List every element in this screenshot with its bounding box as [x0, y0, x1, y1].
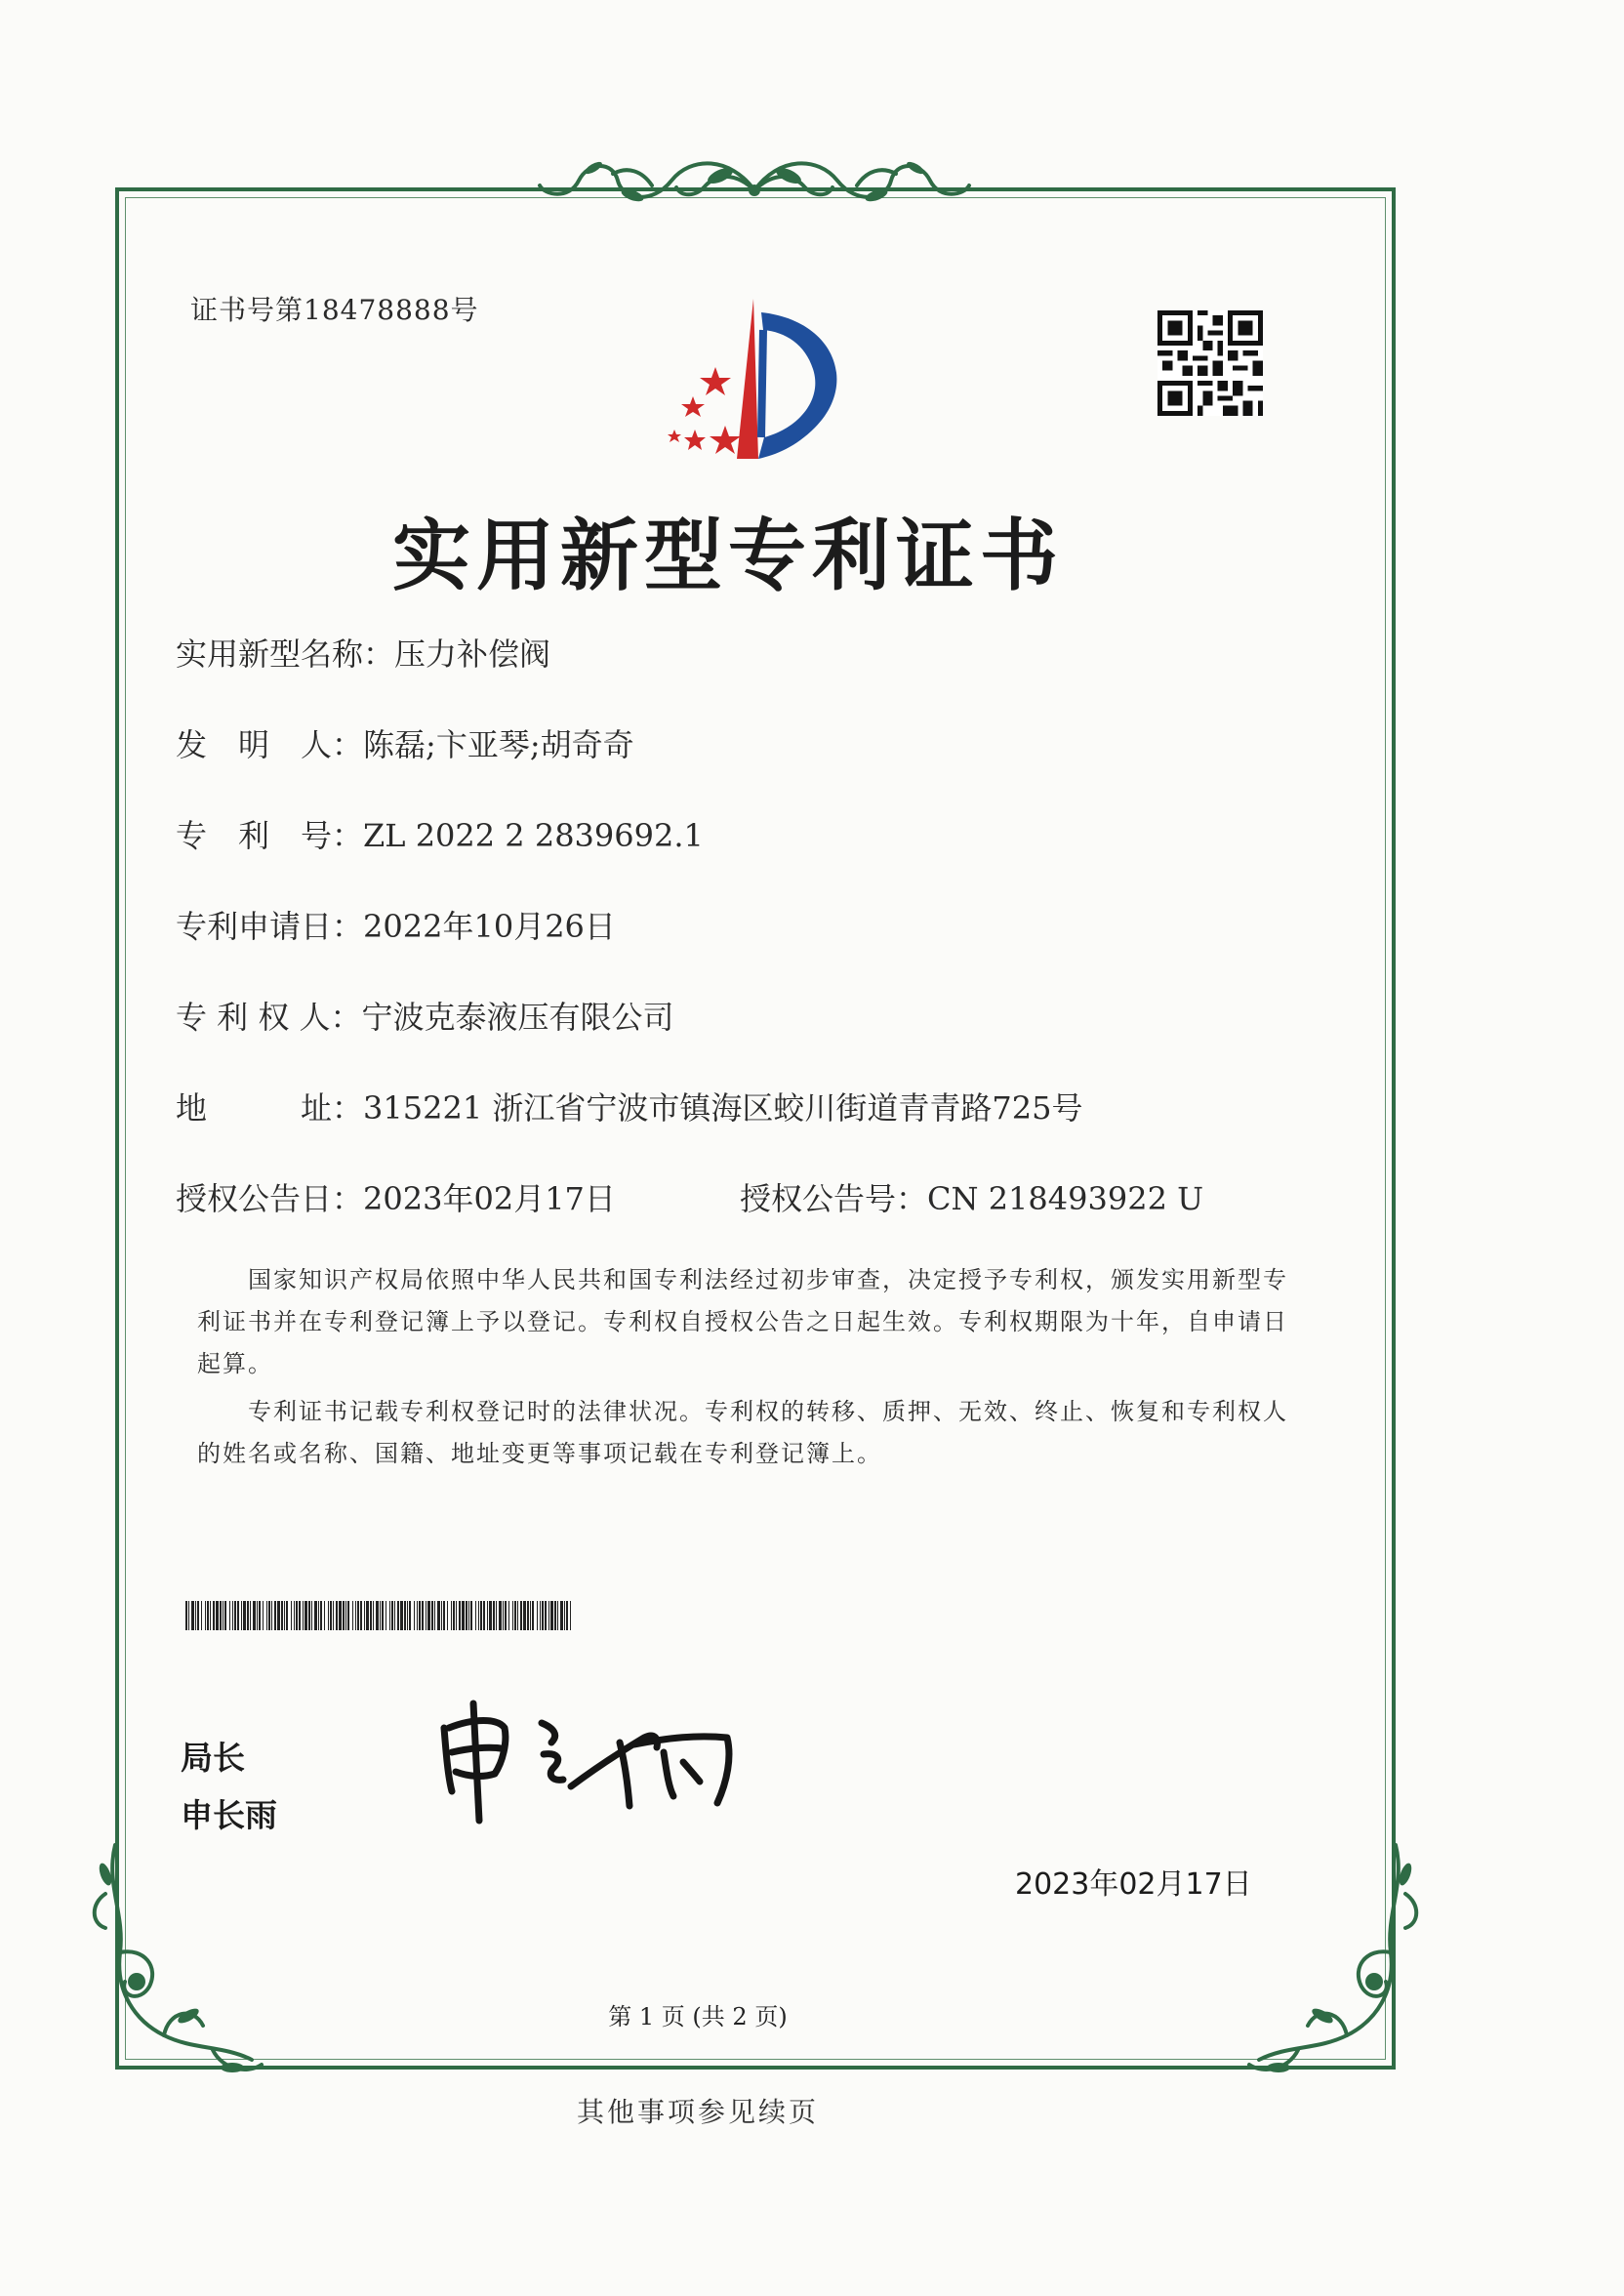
barcode-bar	[512, 1601, 513, 1630]
barcode-bar	[570, 1601, 571, 1630]
barcode-bar	[548, 1601, 549, 1630]
barcode-bar	[207, 1601, 209, 1630]
field-separator: ：	[332, 726, 364, 763]
barcode-bar	[360, 1601, 362, 1630]
barcode-bar	[286, 1601, 288, 1630]
barcode-bar	[268, 1601, 270, 1630]
barcode-bar	[201, 1601, 202, 1630]
barcode-bar	[345, 1601, 346, 1630]
barcode-bar	[364, 1601, 365, 1630]
barcode-bar	[514, 1601, 516, 1630]
barcode-bar	[496, 1601, 497, 1630]
barcode-bar	[296, 1601, 298, 1630]
barcode-bar	[210, 1601, 211, 1630]
barcode-bar	[459, 1601, 461, 1630]
barcode-bar	[232, 1601, 233, 1630]
field-separator: ：	[332, 1180, 364, 1217]
barcode-bar	[336, 1601, 338, 1630]
barcode-bar	[397, 1601, 399, 1630]
field-filing-date	[176, 902, 616, 947]
barcode-bar	[333, 1601, 334, 1630]
barcode-bar	[277, 1601, 280, 1630]
barcode-bar	[493, 1601, 495, 1630]
barcode-bar	[320, 1601, 322, 1630]
barcode-bar	[234, 1601, 236, 1630]
barcode-bar	[318, 1601, 319, 1630]
barcode-bar	[478, 1601, 479, 1630]
barcode-bar	[188, 1601, 189, 1630]
barcode-bar	[468, 1601, 469, 1630]
barcode-bar	[462, 1601, 465, 1630]
top-ornament	[535, 146, 974, 234]
barcode-bar	[394, 1601, 395, 1630]
barcode-bar	[347, 1601, 349, 1630]
certificate-title: 实用新型专利证书	[392, 511, 1064, 601]
field-value: 315221 浙江省宁波市镇海区蛟川街道青青路725号	[363, 1089, 1083, 1127]
director-signature	[434, 1684, 766, 1830]
barcode-bar	[250, 1601, 251, 1630]
barcode-bar	[466, 1601, 467, 1630]
barcode-bar	[527, 1601, 529, 1630]
barcode-bar	[437, 1601, 440, 1630]
barcode-bar	[303, 1601, 304, 1630]
field-label: 授权公告号	[740, 1180, 897, 1217]
barcode-bar	[545, 1601, 547, 1630]
barcode-bar	[266, 1601, 267, 1630]
barcode	[185, 1601, 576, 1630]
barcode-bar	[517, 1601, 518, 1630]
barcode-bar	[451, 1601, 452, 1630]
barcode-bar	[550, 1601, 553, 1630]
barcode-bar	[253, 1601, 256, 1630]
field-value: ZL 2022 2 2839692.1	[363, 817, 704, 854]
barcode-bar	[508, 1601, 509, 1630]
barcode-bar	[456, 1601, 457, 1630]
field-value: CN 218493922 U	[927, 1180, 1204, 1217]
field-value: 压力补偿阀	[394, 636, 551, 673]
field-announcement-date	[176, 1174, 616, 1219]
field-separator: ：	[330, 999, 362, 1036]
barcode-bar	[355, 1601, 356, 1630]
field-label: 实用新型名称	[176, 636, 364, 673]
director-name: 申长雨	[181, 1796, 277, 1834]
barcode-bar	[382, 1601, 384, 1630]
barcode-bar	[487, 1601, 488, 1630]
barcode-bar	[247, 1601, 249, 1630]
barcode-bar	[257, 1601, 258, 1630]
barcode-bar	[453, 1601, 455, 1630]
barcode-bar	[299, 1601, 301, 1630]
field-patent-number	[176, 811, 704, 856]
barcode-bar	[427, 1601, 430, 1630]
continuation-note: 其他事项参见续页	[576, 2096, 819, 2128]
barcode-bar	[352, 1601, 353, 1630]
barcode-bar	[489, 1601, 492, 1630]
barcode-bar	[400, 1601, 403, 1630]
barcode-bar	[376, 1601, 379, 1630]
barcode-bar	[505, 1601, 507, 1630]
barcode-bar	[284, 1601, 285, 1630]
barcode-bar	[564, 1601, 565, 1630]
barcode-bar	[314, 1601, 317, 1630]
barcode-bar	[530, 1601, 531, 1630]
barcode-bar	[389, 1601, 390, 1630]
field-address	[176, 1084, 1082, 1128]
qr-code	[1157, 310, 1263, 416]
barcode-bar	[447, 1601, 448, 1630]
barcode-bar	[443, 1601, 445, 1630]
barcode-bar	[419, 1601, 421, 1630]
barcode-bar	[339, 1601, 342, 1630]
barcode-bar	[532, 1601, 534, 1630]
barcode-bar	[216, 1601, 219, 1630]
barcode-bar	[499, 1601, 502, 1630]
barcode-bar	[503, 1601, 504, 1630]
field-label: 专 利 权 人	[176, 999, 331, 1036]
field-value: 宁波克泰液压有限公司	[361, 999, 674, 1036]
barcode-bar	[304, 1601, 307, 1630]
barcode-bar	[241, 1601, 242, 1630]
barcode-bar	[224, 1601, 226, 1630]
barcode-bar	[324, 1601, 325, 1630]
field-value: 2022年10月26日	[363, 908, 616, 945]
barcode-bar	[475, 1601, 476, 1630]
field-label: 专 利 号	[176, 817, 333, 854]
barcode-bar	[205, 1601, 206, 1630]
barcode-bar	[271, 1601, 272, 1630]
barcode-bar	[566, 1601, 568, 1630]
barcode-bar	[557, 1601, 558, 1630]
barcode-bar	[330, 1601, 332, 1630]
field-value: 2023年02月17日	[363, 1180, 616, 1217]
barcode-bar	[391, 1601, 393, 1630]
barcode-bar	[263, 1601, 264, 1630]
barcode-bar	[220, 1601, 222, 1630]
barcode-bar	[237, 1601, 239, 1630]
bottom-left-ornament	[76, 1835, 271, 2089]
director-title: 局长	[181, 1739, 245, 1777]
barcode-bar	[470, 1601, 472, 1630]
barcode-bar	[441, 1601, 442, 1630]
barcode-bar	[540, 1601, 541, 1630]
barcode-bar	[197, 1601, 199, 1630]
barcode-bar	[343, 1601, 345, 1630]
barcode-bar	[537, 1601, 538, 1630]
paragraph-grant-statement: 国家知识产权局依照中华人民共和国专利法经过初步审查，决定授予专利权，颁发实用新型专利证书并在专利登记簿上予以登记。专利权自授权公告之日起生效。专利权期限为十年，自申请日起算。	[197, 1266, 1288, 1377]
barcode-bar	[274, 1601, 276, 1630]
barcode-bar	[414, 1601, 415, 1630]
barcode-bar	[243, 1601, 246, 1630]
barcode-bar	[554, 1601, 556, 1630]
barcode-bar	[370, 1601, 372, 1630]
barcode-bar	[294, 1601, 295, 1630]
barcode-bar	[373, 1601, 374, 1630]
barcode-bar	[281, 1601, 283, 1630]
barcode-bar	[409, 1601, 411, 1630]
barcode-bar	[195, 1601, 196, 1630]
page-number: 第 1 页 (共 2 页)	[608, 2003, 788, 2030]
barcode-bar	[328, 1601, 329, 1630]
barcode-bar	[308, 1601, 310, 1630]
barcode-bar	[259, 1601, 261, 1630]
barcode-bar	[542, 1601, 544, 1630]
field-separator: ：	[896, 1180, 928, 1217]
barcode-bar	[434, 1601, 435, 1630]
barcode-bar	[483, 1601, 485, 1630]
barcode-bar	[213, 1601, 215, 1630]
barcode-bar	[357, 1601, 359, 1630]
field-utility-model-name	[176, 630, 550, 675]
field-inventor	[176, 720, 634, 765]
barcode-bar	[422, 1601, 424, 1630]
barcode-bar	[520, 1601, 522, 1630]
barcode-bar	[560, 1601, 563, 1630]
barcode-bar	[191, 1601, 194, 1630]
bottom-right-ornament	[1239, 1835, 1435, 2089]
barcode-bar	[523, 1601, 526, 1630]
paragraph-legal-status: 专利证书记载专利权登记时的法律状况。专利权的转移、质押、无效、终止、恢复和专利权人的姓名或名称、国籍、地址变更等事项记载在专利登记簿上。	[197, 1398, 1288, 1467]
field-label: 发 明 人	[176, 726, 333, 763]
barcode-bar	[480, 1601, 482, 1630]
barcode-bar	[311, 1601, 312, 1630]
barcode-bar	[185, 1601, 187, 1630]
barcode-bar	[380, 1601, 381, 1630]
field-label: 授权公告日	[176, 1180, 333, 1217]
field-separator: ：	[332, 1089, 364, 1127]
cnipa-logo	[639, 291, 864, 467]
barcode-bar	[431, 1601, 433, 1630]
field-separator: ：	[363, 636, 395, 673]
field-separator: ：	[332, 817, 364, 854]
field-patentee	[176, 993, 674, 1038]
field-label: 专利申请日	[176, 908, 333, 945]
certificate-number: 证书号第18478888号	[190, 294, 479, 326]
barcode-bar	[404, 1601, 406, 1630]
barcode-bar	[407, 1601, 408, 1630]
field-label: 地 址	[176, 1089, 333, 1127]
barcode-bar	[417, 1601, 418, 1630]
field-value: 陈磊;卞亚琴;胡奇奇	[363, 726, 634, 763]
field-separator: ：	[332, 908, 364, 945]
field-announcement-number	[740, 1174, 1203, 1219]
barcode-bar	[366, 1601, 369, 1630]
signature-date: 2023年02月17日	[1015, 1867, 1252, 1902]
barcode-bar	[291, 1601, 292, 1630]
barcode-bar	[229, 1601, 230, 1630]
